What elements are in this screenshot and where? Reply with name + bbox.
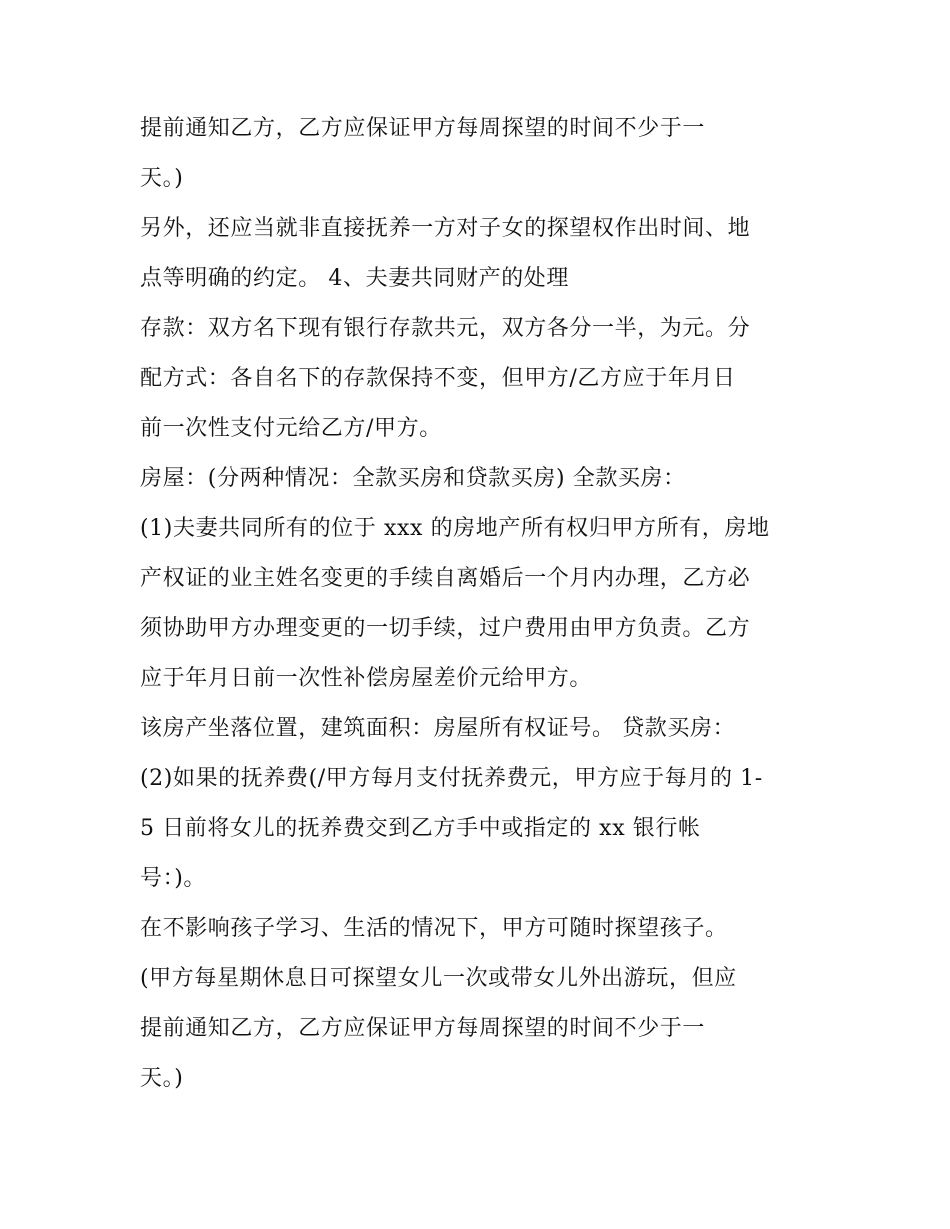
text-line: 点等明确的约定。 4、夫妻共同财产的处理 (140, 266, 569, 291)
document-body (140, 104, 820, 1104)
text-line: 须协助甲方办理变更的一切手续，过户费用由甲方负责。乙方 (140, 616, 751, 641)
text-line: 在不影响孩子学习、生活的情况下，甲方可随时探望孩子。 (140, 916, 728, 941)
text-line: 另外，还应当就非直接抚养一方对子女的探望权作出时间、地 (140, 216, 751, 241)
text-line: 应于年月日前一次性补偿房屋差价元给甲方。 (140, 666, 593, 691)
text-line: 该房产坐落位置，建筑面积：房屋所有权证号。 贷款买房： (140, 716, 736, 741)
text-line: 配方式：各自名下的存款保持不变，但甲方/乙方应于年月日 (140, 366, 736, 391)
text-line: 前一次性支付元给乙方/甲方。 (140, 416, 442, 441)
text-line: 房屋：(分两种情况：全款买房和贷款买房) 全款买房： (140, 466, 686, 491)
text-line: (2)如果的抚养费(/甲方每月支付抚养费元，甲方应于每月的 1- (140, 766, 763, 791)
text-line: 提前通知乙方，乙方应保证甲方每周探望的时间不少于一 (140, 116, 706, 141)
text-line: 天。) (140, 166, 184, 191)
text-line: 号：)。 (140, 866, 206, 891)
text-line: 天。) (140, 1066, 184, 1091)
text-line: 产权证的业主姓名变更的手续自离婚后一个月内办理，乙方必 (140, 566, 751, 591)
text-line: (甲方每星期休息日可探望女儿一次或带女儿外出游玩，但应 (140, 966, 737, 991)
text-line: (1)夫妻共同所有的位于 xxx 的房地产所有权归甲方所有，房地 (140, 516, 770, 541)
text-line: 5 日前将女儿的抚养费交到乙方手中或指定的 xx 银行帐 (140, 816, 701, 841)
text-line: 存款：双方名下现有银行存款共元，双方各分一半，为元。分 (140, 316, 751, 341)
text-line: 提前通知乙方，乙方应保证甲方每周探望的时间不少于一 (140, 1016, 706, 1041)
